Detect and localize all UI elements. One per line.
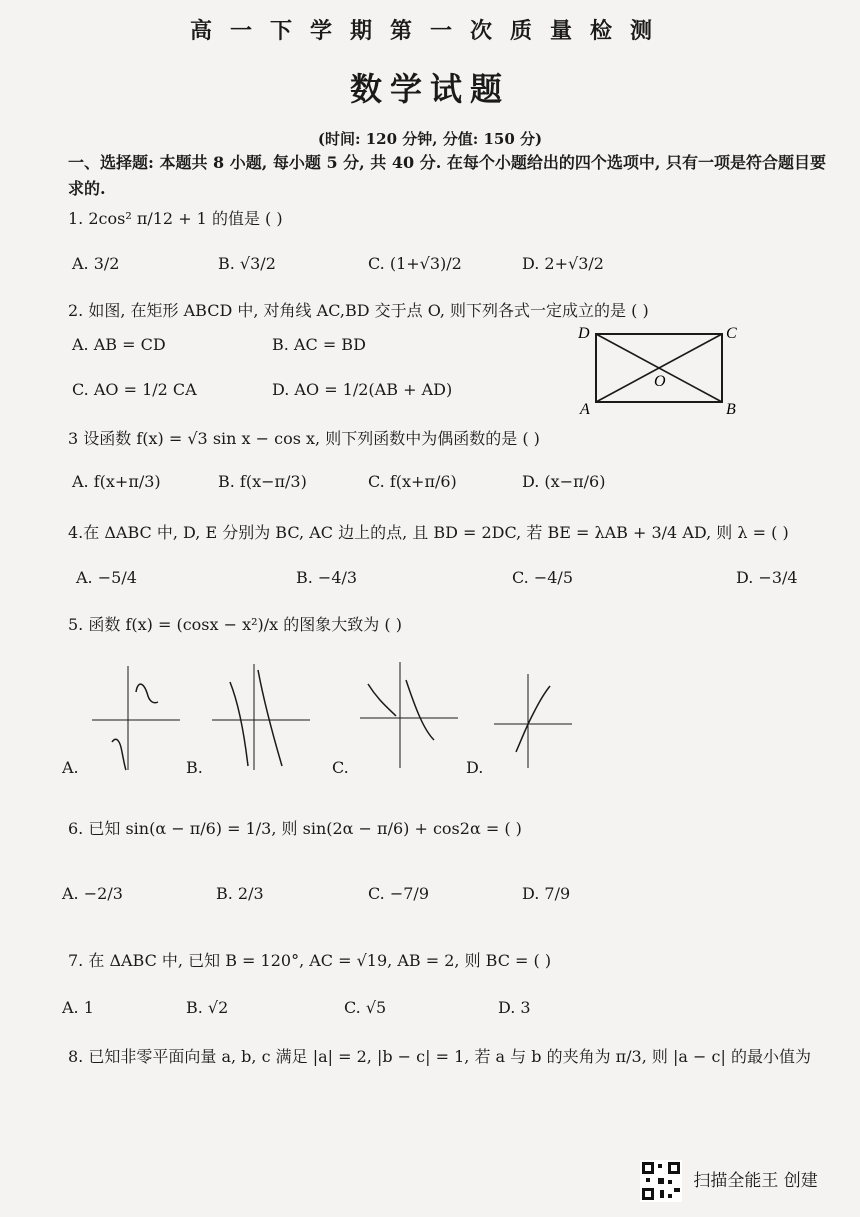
qr-code-icon xyxy=(640,1160,682,1202)
question-3-option-c: C. f(x+π/6) xyxy=(368,472,457,491)
question-3-option-b: B. f(x−π/3) xyxy=(218,472,307,491)
question-5-option-c: C. xyxy=(332,758,349,777)
question-4-option-d: D. −3/4 xyxy=(736,568,798,587)
question-2-option-a: A. AB = CD xyxy=(72,335,166,354)
section-heading: 一、选择题: 本题共 8 小题, 每小题 5 分, 共 40 分. 在每个小题给出的四个选项中, 只有一项是符合题目要求的. xyxy=(68,153,826,198)
rectangle-abcd-figure xyxy=(578,320,748,420)
question-3-option-a: A. f(x+π/3) xyxy=(72,472,161,491)
question-4-stem: 4.在 ΔABC 中, D, E 分别为 BC, AC 边上的点, 且 BD = 2DC, 若 BE = λAB + 3/4 AD, 则 λ = ( ) xyxy=(68,523,789,542)
exam-title: 数学试题 xyxy=(349,70,510,108)
question-3-option-d: D. (x−π/6) xyxy=(522,472,606,491)
question-1-option-c: C. (1+√3)/2 xyxy=(368,254,462,273)
exam-header: 高一下学期第一次质量检测 xyxy=(189,18,670,44)
question-6-option-d: D. 7/9 xyxy=(522,884,571,903)
question-5-option-d: D. xyxy=(466,758,484,777)
scanner-watermark xyxy=(640,1160,818,1202)
graph-option-b xyxy=(212,662,312,772)
question-2-stem: 2. 如图, 在矩形 ABCD 中, 对角线 AC,BD 交于点 O, 则下列各式一定成立的是 ( ) xyxy=(68,301,649,320)
vertex-label-d: D xyxy=(578,325,590,342)
question-2-option-b: B. AC = BD xyxy=(272,335,366,354)
question-5-option-a: A. xyxy=(62,758,79,777)
question-1-option-d: D. 2+√3/2 xyxy=(522,254,604,273)
question-7-option-a: A. 1 xyxy=(62,998,94,1017)
question-1-stem: 1. 2cos² π/12 + 1 的值是 ( ) xyxy=(68,209,283,228)
question-6-option-a: A. −2/3 xyxy=(62,884,123,903)
scanner-watermark-text: 扫描全能王 创建 xyxy=(693,1171,818,1191)
vertex-label-a: A xyxy=(580,401,590,418)
question-6-option-c: C. −7/9 xyxy=(368,884,429,903)
question-8-stem: 8. 已知非零平面向量 a, b, c 满足 |a| = 2, |b − c| = 1, 若 a 与 b 的夹角为 π/3, 则 |a − c| 的最小值为 xyxy=(68,1047,811,1066)
graph-option-a xyxy=(92,662,182,772)
question-5-stem: 5. 函数 f(x) = (cosx − x²)/x 的图象大致为 ( ) xyxy=(68,615,402,634)
question-1-option-a: A. 3/2 xyxy=(72,254,120,273)
question-3-stem: 3 设函数 f(x) = √3 sin x − cos x, 则下列函数中为偶函数的是 ( ) xyxy=(68,429,540,448)
question-2-option-d: D. AO = 1/2(AB + AD) xyxy=(272,380,453,399)
graph-option-c xyxy=(360,660,460,770)
question-4-option-a: A. −5/4 xyxy=(76,568,137,587)
question-7-option-d: D. 3 xyxy=(498,998,531,1017)
vertex-label-b: B xyxy=(726,401,736,418)
question-7-option-c: C. √5 xyxy=(344,998,387,1017)
question-6-option-b: B. 2/3 xyxy=(216,884,264,903)
question-4-option-c: C. −4/5 xyxy=(512,568,573,587)
question-7-stem: 7. 在 ΔABC 中, 已知 B = 120°, AC = √19, AB = 2, 则 BC = ( ) xyxy=(68,951,552,970)
question-2-option-c: C. AO = 1/2 CA xyxy=(72,380,197,399)
graph-option-d xyxy=(494,672,574,772)
exam-subtitle: (时间: 120 分钟, 分值: 150 分) xyxy=(317,130,543,148)
center-label-o: O xyxy=(654,373,666,390)
vertex-label-c: C xyxy=(726,325,737,342)
question-4-option-b: B. −4/3 xyxy=(296,568,358,587)
question-5-option-b: B. xyxy=(186,758,203,777)
question-7-option-b: B. √2 xyxy=(186,998,229,1017)
question-1-option-b: B. √3/2 xyxy=(218,254,276,273)
question-6-stem: 6. 已知 sin(α − π/6) = 1/3, 则 sin(2α − π/6) + cos2α = ( ) xyxy=(68,819,522,838)
